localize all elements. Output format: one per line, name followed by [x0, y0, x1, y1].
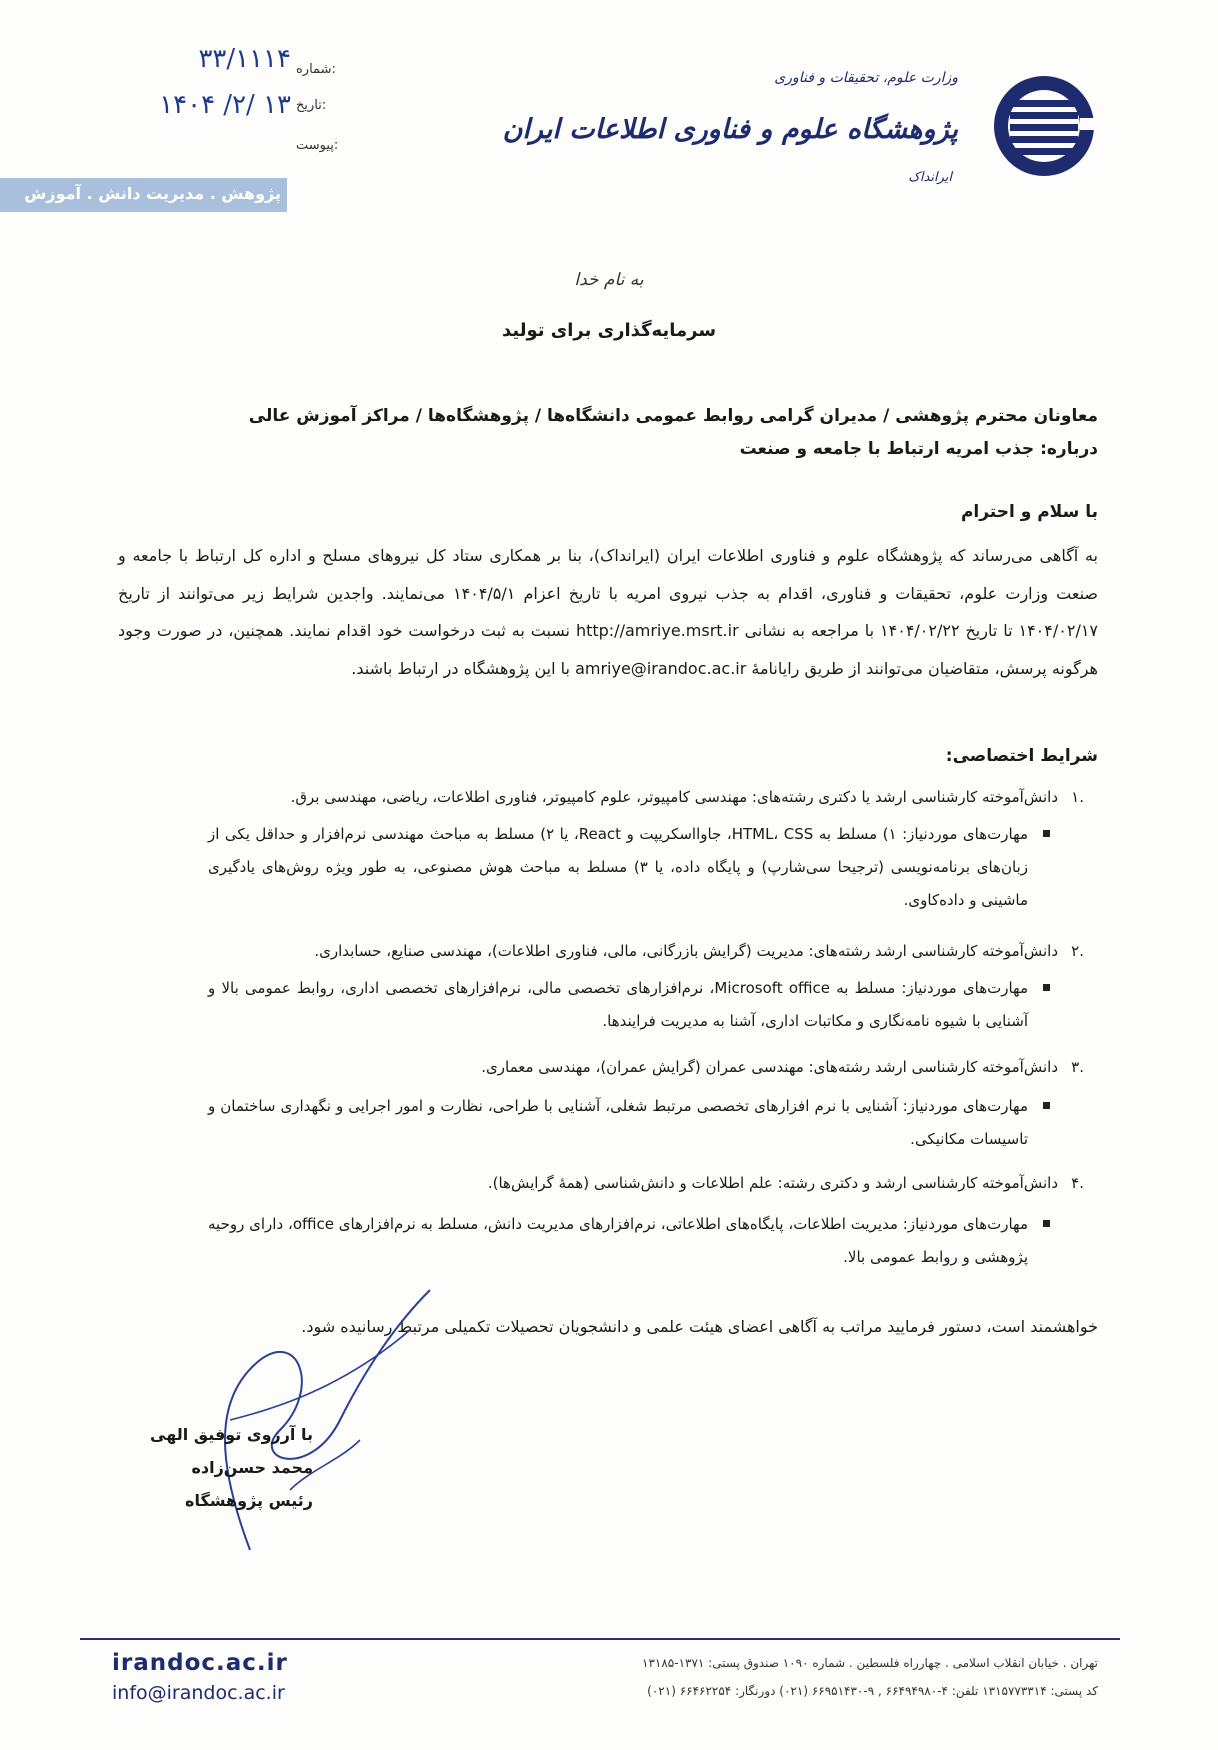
brand-name: ایرانداک	[908, 170, 952, 185]
addressee-block	[118, 400, 1098, 466]
slogan: سرمایه‌گذاری برای تولید	[501, 320, 717, 341]
ministry-name: وزارت علوم، تحقیقات و فناوری	[774, 70, 958, 86]
requirement-number: .۴	[1071, 1174, 1084, 1192]
skills-text: مهارت‌های موردنیاز: مدیریت اطلاعات، پایگاه‌های اطلاعاتی، نرم‌افزارهای مدیریت دانش، مسلط به نرم‌افزارهای office، دارای روحیه پژوهشی و روابط عمومی بالا.	[208, 1215, 1028, 1266]
closing-sentence: خواهشمند است، دستور فرمایید مراتب به آگاهی اعضای هیئت علمی و دانشجویان تحصیلات تکمیلی مرتبط رسانیده شود.	[301, 1317, 1098, 1336]
letter-number: ۳۳/۱۱۱۴	[198, 44, 291, 74]
header-band	[0, 178, 287, 212]
requirement-2-skills	[208, 972, 1028, 1038]
requirement-3	[178, 1058, 1084, 1076]
requirement-4	[178, 1174, 1084, 1192]
footer-website[interactable]: irandoc.ac.ir	[112, 1650, 288, 1676]
signature-icon	[190, 1270, 440, 1570]
signer-name: محمد حسن‌زاده	[191, 1458, 313, 1477]
letter-number-row	[60, 44, 336, 78]
requirement-number: .۲	[1071, 942, 1084, 960]
requirement-degree: دانش‌آموخته کارشناسی ارشد رشته‌های: مدیریت (گرایش بازرگانی، مالی، فناوری اطلاعات)، مهندسی صنایع، حسابداری.	[314, 942, 1058, 960]
bullet-icon	[1043, 1220, 1050, 1227]
requirement-4-skills	[208, 1208, 1028, 1274]
subject: درباره: جذب امریه ارتباط با جامعه و صنعت	[739, 439, 1098, 459]
skills-text: مهارت‌های موردنیاز: آشنایی با نرم افزارهای تخصصی مرتبط شغلی، آشنایی با طراحی، نظارت و امور اجرایی و نگهداری ساختمان و تاسیسات مکانیکی.	[208, 1097, 1028, 1148]
requirement-number: .۳	[1071, 1058, 1084, 1076]
requirement-3-skills	[208, 1090, 1028, 1156]
requirement-degree: دانش‌آموخته کارشناسی ارشد و دکتری رشته: علم اطلاعات و دانش‌شناسی (همهٔ گرایش‌ها).	[487, 1174, 1058, 1192]
bullet-icon	[1043, 984, 1050, 991]
requirement-1-skills	[208, 818, 1028, 917]
addressee: معاونان محترم پژوهشی / مدیران گرامی روابط عمومی دانشگاه‌ها / پژوهشگاه‌ها / مراکز آموزش عالی	[248, 406, 1098, 426]
requirement-number: .۱	[1071, 788, 1084, 806]
conditions-title: شرایط اختصاصی:	[945, 746, 1098, 766]
skills-text: مهارت‌های موردنیاز: مسلط به Microsoft office، نرم‌افزارهای تخصصی مالی، نرم‌افزارهای تخصصی اداری، روابط عمومی بالا و آشنایی با شیوه نامه‌نگاری و مکاتبات اداری، آشنا به مدیریت فرایندها.	[208, 979, 1029, 1030]
closing-wish: با آرزوی توفیق الهی	[150, 1425, 313, 1444]
bullet-icon	[1043, 1102, 1050, 1109]
letter-date-row	[60, 90, 327, 120]
greeting: با سلام و احترام	[960, 502, 1098, 522]
letter-number-label: شماره:	[296, 62, 336, 77]
irandoc-logo-icon	[990, 72, 1098, 180]
footer-email[interactable]: info@irandoc.ac.ir	[112, 1682, 285, 1704]
bullet-icon	[1043, 830, 1050, 837]
requirement-degree: دانش‌آموخته کارشناسی ارشد رشته‌های: مهندسی عمران (گرایش عمران)، مهندسی معماری.	[481, 1058, 1058, 1076]
skills-text: مهارت‌های موردنیاز: ۱) مسلط به HTML، CSS، جاوااسکریپت و React، یا ۲) مسلط به مباحث مهندسی نرم‌افزار و حداقل یکی از زبان‌های برنامه‌نویسی (ترجیحا سی‌شارپ) و پایگاه داده، یا ۳) مسلط به مباحث هوش مصنوعی، به طور ویژه روش‌های یادگیری ماشینی و داده‌کاوی.	[208, 825, 1029, 909]
signer-title: رئیس پژوهشگاه	[185, 1491, 313, 1510]
letter-attachment-row	[60, 130, 339, 160]
institute-name: پژوهشگاه علوم و فناوری اطلاعات ایران	[502, 114, 958, 145]
footer-divider	[80, 1638, 1120, 1640]
letter-attachment-label: پیوست:	[296, 138, 339, 153]
letter-date-label: تاریخ:	[296, 98, 327, 113]
footer-contact: کد پستی: ۱۳۱۵۷۷۳۳۱۴ تلفن: ۴-۶۶۴۹۴۹۸۰ , ۹-۶۶۹۵۱۴۳۰ (۰۲۱) دورنگار: ۶۶۴۶۲۲۵۴ (۰۲۱)	[647, 1684, 1098, 1698]
bismillah: به نام خدا	[574, 270, 644, 290]
requirement-degree: دانش‌آموخته کارشناسی ارشد یا دکتری رشته‌های: مهندسی کامپیوتر، علوم کامپیوتر، فناوری اطلاعات، ریاضی، مهندسی برق.	[290, 788, 1058, 806]
header-band-text: پژوهش . مدیریت دانش . آموزش	[24, 184, 281, 203]
requirement-2	[178, 942, 1084, 960]
letter-date: ۱۴۰۴ /۲/ ۱۳	[159, 90, 291, 120]
footer-address: تهران . خیابان انقلاب اسلامی . چهارراه فلسطین . شماره ۱۰۹۰ صندوق پستی: ۱۳۷۱-۱۳۱۸۵	[642, 1656, 1098, 1670]
main-paragraph: به آگاهی می‌رساند که پژوهشگاه علوم و فناوری اطلاعات ایران (ایرانداک)، بنا بر همکاری ستاد کل نیروهای مسلح و اداره کل ارتباط با جامعه و صنعت وزارت علوم، تحقیقات و فناوری، اقدام به جذب نیروی امریه با تاریخ اعزام ۱۴۰۴/۵/۱ می‌نمایند. واجدین شرایط زیر می‌توانند از تاریخ ۱۴۰۴/۰۲/۱۷ تا تاریخ ۱۴۰۴/۰۲/۲۲ با مراجعه به نشانی http://amriye.msrt.ir نسبت به ثبت درخواست خود اقدام نمایند. همچنین، در صورت وجود هرگونه پرسش، متقاضیان می‌توانند از طریق رایانامهٔ amriye@irandoc.ac.ir با این پژوهشگاه در ارتباط باشند.	[118, 546, 1099, 678]
requirement-1	[178, 788, 1084, 806]
